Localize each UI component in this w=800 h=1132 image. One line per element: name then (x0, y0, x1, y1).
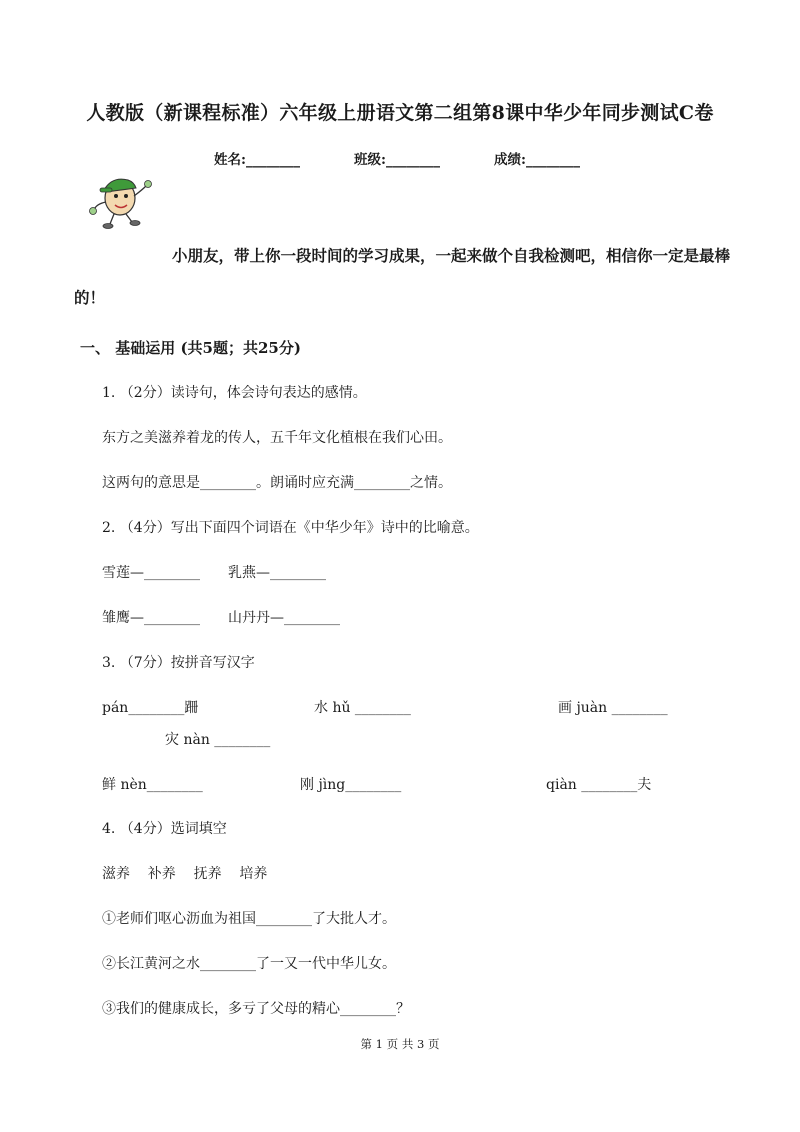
section-heading: 一、 基础运用 (共5题；共25分) (80, 339, 301, 357)
question-4-options: 滋养 补养 抚养 培养 (102, 866, 268, 882)
question-4-prompt: 4. （4分）选词填空 (102, 821, 227, 837)
question-2-item: 雏鹰—________ (102, 610, 200, 626)
page-footer: 第 1 页 共 3 页 (360, 1037, 440, 1051)
question-2-prompt: 2. （4分）写出下面四个词语在《中华少年》诗中的比喻意。 (102, 520, 479, 536)
question-3-item: 画 juàn ________ (558, 700, 668, 716)
question-1-blank: 这两句的意思是________。朗诵时应充满________之情。 (102, 475, 452, 491)
question-3-item: 灾 nàn ________ (165, 732, 271, 748)
question-2-item: 雪莲—________ (102, 565, 200, 581)
question-4-sentence: ①老师们呕心沥血为祖国________了大批人才。 (102, 911, 396, 927)
intro-line-1: 小朋友，带上你一段时间的学习成果，一起来做个自我检测吧，相信你一定是最棒 (172, 246, 731, 265)
question-3-item: 刚 jìng________ (300, 777, 402, 793)
question-1-prompt: 1. （2分）读诗句，体会诗句表达的感情。 (102, 385, 367, 401)
question-2-item: 乳燕—________ (228, 565, 326, 581)
question-3-prompt: 3. （7分）按拼音写汉字 (102, 655, 255, 671)
cartoon-mascot-icon (82, 170, 162, 230)
page-title: 人教版（新课程标准）六年级上册语文第二组第8课中华少年同步测试C卷 (86, 102, 714, 124)
question-1-text: 东方之美滋养着龙的传人，五千年文化植根在我们心田。 (102, 430, 452, 446)
question-3-item: qiàn ________夫 (546, 777, 652, 793)
class-field: 班级:________ (354, 152, 440, 168)
name-field: 姓名:________ (214, 152, 300, 168)
question-3-item: 水 hǔ ________ (314, 700, 411, 716)
question-4-sentence: ③我们的健康成长，多亏了父母的精心________？ (102, 1001, 410, 1017)
intro-line-2: 的！ (74, 288, 106, 307)
question-3-item: pán________跚 (102, 700, 199, 716)
question-4-sentence: ②长江黄河之水________了一又一代中华儿女。 (102, 956, 396, 972)
question-3-item: 鲜 nèn________ (102, 777, 203, 793)
score-field: 成绩:________ (494, 152, 580, 168)
question-2-item: 山丹丹—________ (228, 610, 340, 626)
